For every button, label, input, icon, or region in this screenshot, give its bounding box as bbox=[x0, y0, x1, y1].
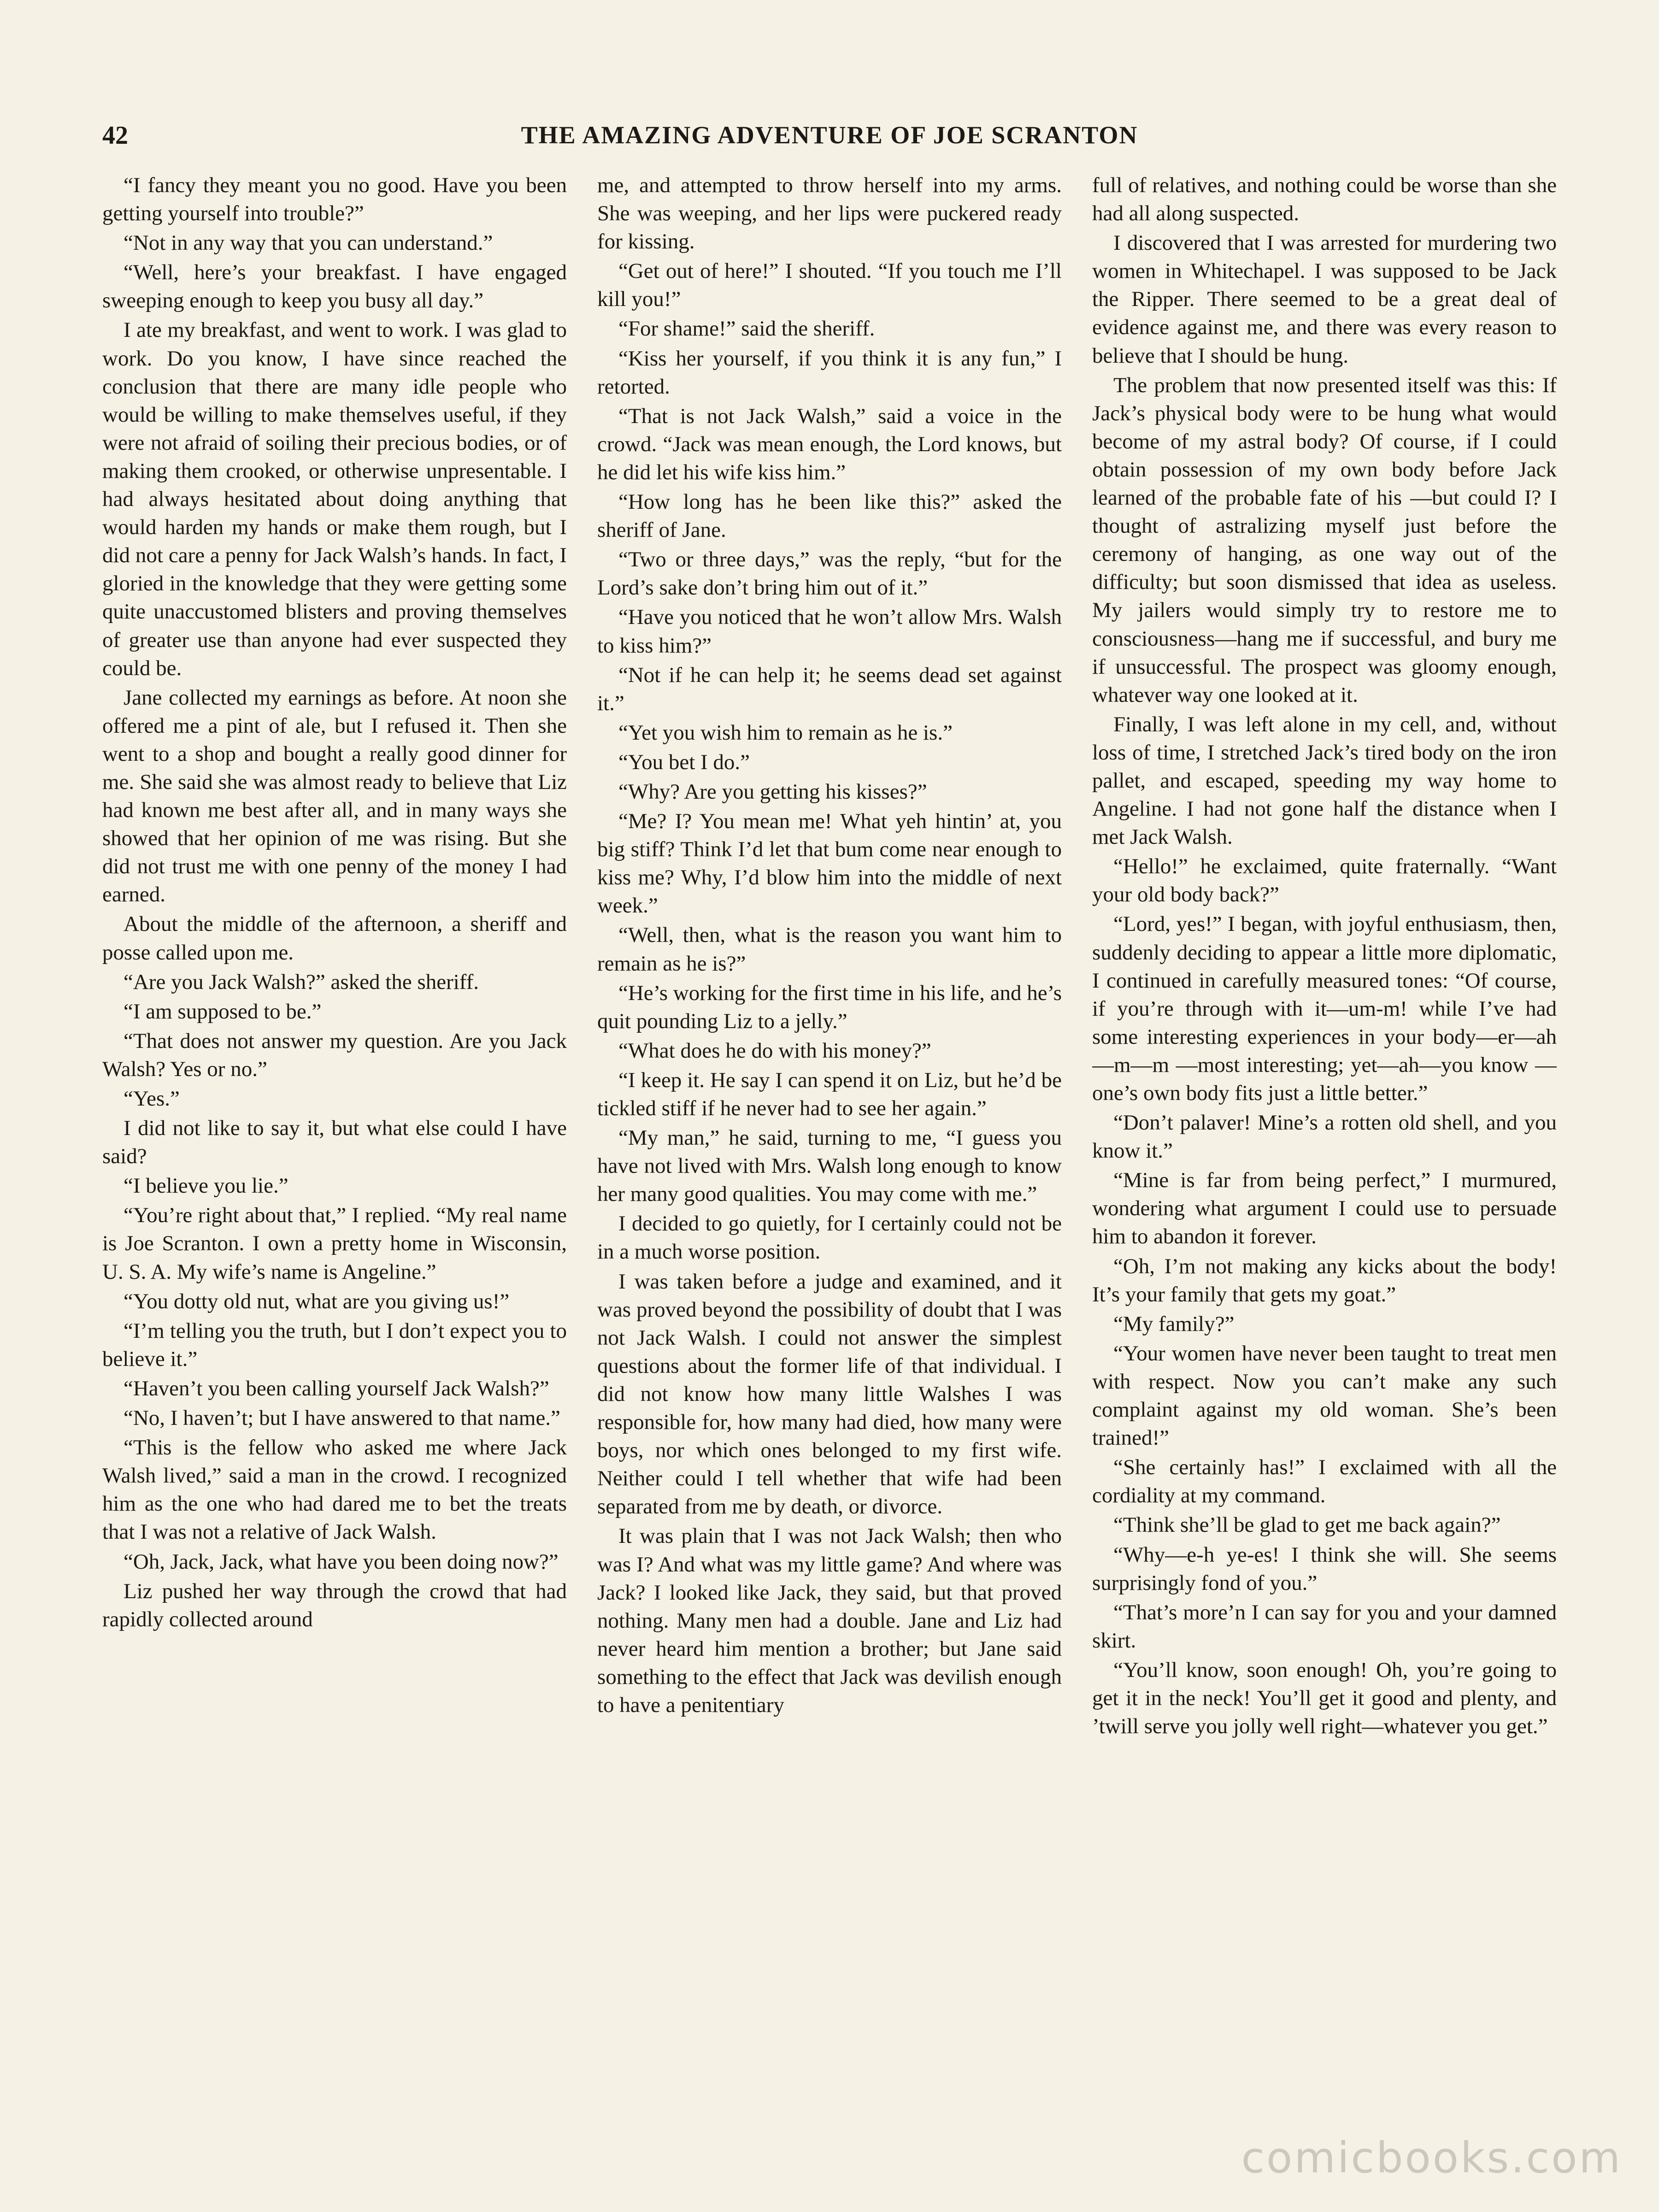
paragraph: “That is not Jack Walsh,” said a voice in the crowd. “Jack was mean enough, the Lord knows, but he did let his wife kiss him.” bbox=[597, 404, 1062, 484]
paragraph: “Don’t palaver! Mine’s a rotten old shell, and you know it.” bbox=[1092, 1111, 1557, 1163]
paragraph: “This is the fellow who asked me where Jack Walsh lived,” said a man in the crowd. I recognized him as the one who had dared me to bet the treats that I was not a relative of Jack Walsh. bbox=[102, 1435, 567, 1544]
paragraph: “I believe you lie.” bbox=[124, 1174, 288, 1198]
paragraph: I ate my breakfast, and went to work. I was glad to work. Do you know, I have since reached the conclusion that there are many idle people who would be willing to make themselves useful, if they were not afraid of soiling their precious bodies, or of making them crooked, or otherwise unpresentable. I had always hesitated about doing anything that would harden my hands or make them rough, but I did not care a penny for Jack Walsh’s hands. In fact, I gloried in the knowledge that they were getting some quite unaccustomed blisters and proving themselves of greater use than anyone had ever suspected they could be. bbox=[102, 318, 567, 680]
paragraph: “Your women have never been taught to treat men with respect. Now you can’t make any such complaint against my old woman. She’s been trained!” bbox=[1092, 1341, 1557, 1450]
paragraph: “My man,” he said, turning to me, “I guess you have not lived with Mrs. Walsh long enough to know her many good qualities. You may come with me.” bbox=[597, 1126, 1062, 1206]
paragraph: It was plain that I was not Jack Walsh; then who was I? And what was my little game? And where was Jack? I looked like Jack, they said, but that proved nothing. Many men had a double. Jane and Liz had never heard him mention a brother; but Jane said something to the effect that Jack was devilish enough to have a penitentiary bbox=[597, 1524, 1062, 1717]
paragraph: “Why? Are you getting his kisses?” bbox=[618, 779, 927, 804]
paragraph: “I fancy they meant you no good. Have you been getting yourself into trouble?” bbox=[102, 173, 567, 226]
page-number: 42 bbox=[102, 121, 128, 150]
paragraph: “Why—e-h ye-es! I think she will. She seems surprisingly fond of you.” bbox=[1092, 1542, 1557, 1595]
paragraph: “You’re right about that,” I replied. “My real name is Joe Scranton. I own a pretty home in Wisconsin, U. S. A. My wife’s name is Angeline.” bbox=[102, 1203, 567, 1284]
paragraph: “What does he do with his money?” bbox=[618, 1038, 931, 1063]
paragraph: “My family?” bbox=[1113, 1312, 1235, 1336]
paragraph: “You bet I do.” bbox=[618, 750, 750, 774]
paragraph: “That does not answer my question. Are you Jack Walsh? Yes or no.” bbox=[102, 1029, 567, 1081]
paragraph: About the middle of the afternoon, a sheriff and posse called upon me. bbox=[102, 912, 567, 965]
paragraph: full of relatives, and nothing could be worse than she had all along suspected. bbox=[1092, 173, 1557, 226]
text-columns bbox=[102, 171, 1557, 2075]
paragraph: “Me? I? You mean me! What yeh hintin’ at, you big stiff? Think I’d let that bum come near enough to kiss me? Why, I’d blow him into the middle of next week.” bbox=[597, 809, 1062, 918]
column-2 bbox=[597, 171, 1062, 2075]
paragraph: I discovered that I was arrested for murdering two women in Whitechapel. I was supposed to be Jack the Ripper. There seemed to be a great deal of evidence against me, and there was every reason to believe that I should be hung. bbox=[1092, 231, 1557, 368]
paragraph: “I am supposed to be.” bbox=[124, 999, 322, 1024]
paragraph: “Yes.” bbox=[124, 1087, 180, 1111]
paragraph: “Are you Jack Walsh?” asked the sheriff. bbox=[124, 970, 479, 994]
column-1 bbox=[102, 171, 567, 2075]
watermark-logo: comicbooks.com bbox=[1241, 2133, 1622, 2183]
paragraph: “I’m telling you the truth, but I don’t expect you to believe it.” bbox=[102, 1318, 567, 1371]
paragraph: “Oh, Jack, Jack, what have you been doing now?” bbox=[124, 1549, 559, 1574]
paragraph: “She certainly has!” I exclaimed with all the cordiality at my command. bbox=[1092, 1455, 1557, 1508]
paragraph: “How long has he been like this?” asked the sheriff of Jane. bbox=[597, 490, 1062, 542]
running-head: THE AMAZING ADVENTURE OF JOE SCRANTON bbox=[521, 121, 1138, 149]
paragraph: “Get out of here!” I shouted. “If you touch me I’ll kill you!” bbox=[597, 259, 1062, 312]
paragraph: “Haven’t you been calling yourself Jack Walsh?” bbox=[124, 1376, 549, 1400]
paragraph: “For shame!” said the sheriff. bbox=[618, 317, 875, 341]
paragraph: “Not if he can help it; he seems dead set against it.” bbox=[597, 663, 1062, 715]
paragraph: “Mine is far from being perfect,” I murmured, wondering what argument I could use to persuade him to abandon it forever. bbox=[1092, 1168, 1557, 1249]
paragraph: “Oh, I’m not making any kicks about the body! It’s your family that gets my goat.” bbox=[1092, 1254, 1557, 1306]
paragraph: “Hello!” he exclaimed, quite fraternally. “Want your old body back?” bbox=[1092, 854, 1557, 907]
paragraph: “Have you noticed that he won’t allow Mrs. Walsh to kiss him?” bbox=[597, 605, 1062, 658]
paragraph: “That’s more’n I can say for you and your damned skirt. bbox=[1092, 1600, 1557, 1653]
paragraph: “Lord, yes!” I began, with joyful enthusiasm, then, suddenly deciding to appear a little more diplomatic, I continued in carefully measured tones: “Of course, if you’re through with it—um-m! while I’ve had some interesting experiences in your body—er—ah—m—m —most interesting; yet—ah—you know —one’s own body fits just a little better.” bbox=[1092, 912, 1557, 1105]
paragraph: The problem that now presented itself was this: If Jack’s physical body were to be hung what would become of my astral body? Of course, if I could obtain possession of my own body before Jack learned of the probable fate of his —but could I? I thought of astralizing myself just before the ceremony of hanging, as one way out of the difficulty; but soon dismissed that idea as useless. My jailers would simply try to restore me to consciousness—hang me if successful, and bury me if unsuccessful. The prospect was gloomy enough, whatever way one looked at it. bbox=[1092, 373, 1557, 707]
paragraph: I did not like to say it, but what else could I have said? bbox=[102, 1116, 567, 1169]
paragraph: Liz pushed her way through the crowd that had rapidly collected around bbox=[102, 1579, 567, 1631]
paragraph: “I keep it. He say I can spend it on Liz, but he’d be tickled stiff if he never had to see her again.” bbox=[597, 1068, 1062, 1120]
paragraph: “He’s working for the first time in his life, and he’s quit pounding Liz to a jelly.” bbox=[597, 981, 1062, 1033]
paragraph: “Two or three days,” was the reply, “but for the Lord’s sake don’t bring him out of it.” bbox=[597, 547, 1062, 600]
column-3 bbox=[1092, 171, 1557, 2075]
paragraph: “Well, then, what is the reason you want him to remain as he is?” bbox=[597, 923, 1062, 976]
paragraph: “Kiss her yourself, if you think it is any fun,” I retorted. bbox=[597, 346, 1062, 399]
paragraph: me, and attempted to throw herself into my arms. She was weeping, and her lips were puckered ready for kissing. bbox=[597, 173, 1062, 254]
paragraph: “Think she’ll be glad to get me back again?” bbox=[1113, 1513, 1501, 1537]
paragraph: I decided to go quietly, for I certainly could not be in a much worse position. bbox=[597, 1212, 1062, 1264]
paragraph: “You’ll know, soon enough! Oh, you’re going to get it in the neck! You’ll get it good and plenty, and ’twill serve you jolly well right—whatever you get.” bbox=[1092, 1658, 1557, 1739]
paragraph: “Yet you wish him to remain as he is.” bbox=[618, 720, 953, 745]
paragraph: “No, I haven’t; but I have answered to that name.” bbox=[124, 1406, 560, 1430]
paragraph: Finally, I was left alone in my cell, and, without loss of time, I stretched Jack’s tired body on the iron pallet, and escaped, speeding my way home to Angeline. I had not gone half the distance when I met Jack Walsh. bbox=[1092, 712, 1557, 849]
paragraph: “Not in any way that you can understand.” bbox=[124, 231, 493, 255]
paragraph: “You dotty old nut, what are you giving us!” bbox=[124, 1289, 510, 1313]
paragraph: Jane collected my earnings as before. At noon she offered me a pint of ale, but I refused it. Then she went to a shop and bought a really good dinner for me. She said she was almost ready to believe that Liz had known me best after all, and in many ways she showed that her opinion of me was rising. But she did not trust me with one penny of the money I had earned. bbox=[102, 685, 567, 907]
paragraph: “Well, here’s your breakfast. I have engaged sweeping enough to keep you busy all day.” bbox=[102, 260, 567, 313]
paragraph: I was taken before a judge and examined, and it was proved beyond the possibility of doubt that I was not Jack Walsh. I could not answer the simplest questions about the former life of that individual. I did not know how many little Walshes I was responsible for, how many had died, how many were boys, nor which ones belonged to my first wife. Neither could I tell whether that wife had been separated from me by death, or divorce. bbox=[597, 1269, 1062, 1519]
